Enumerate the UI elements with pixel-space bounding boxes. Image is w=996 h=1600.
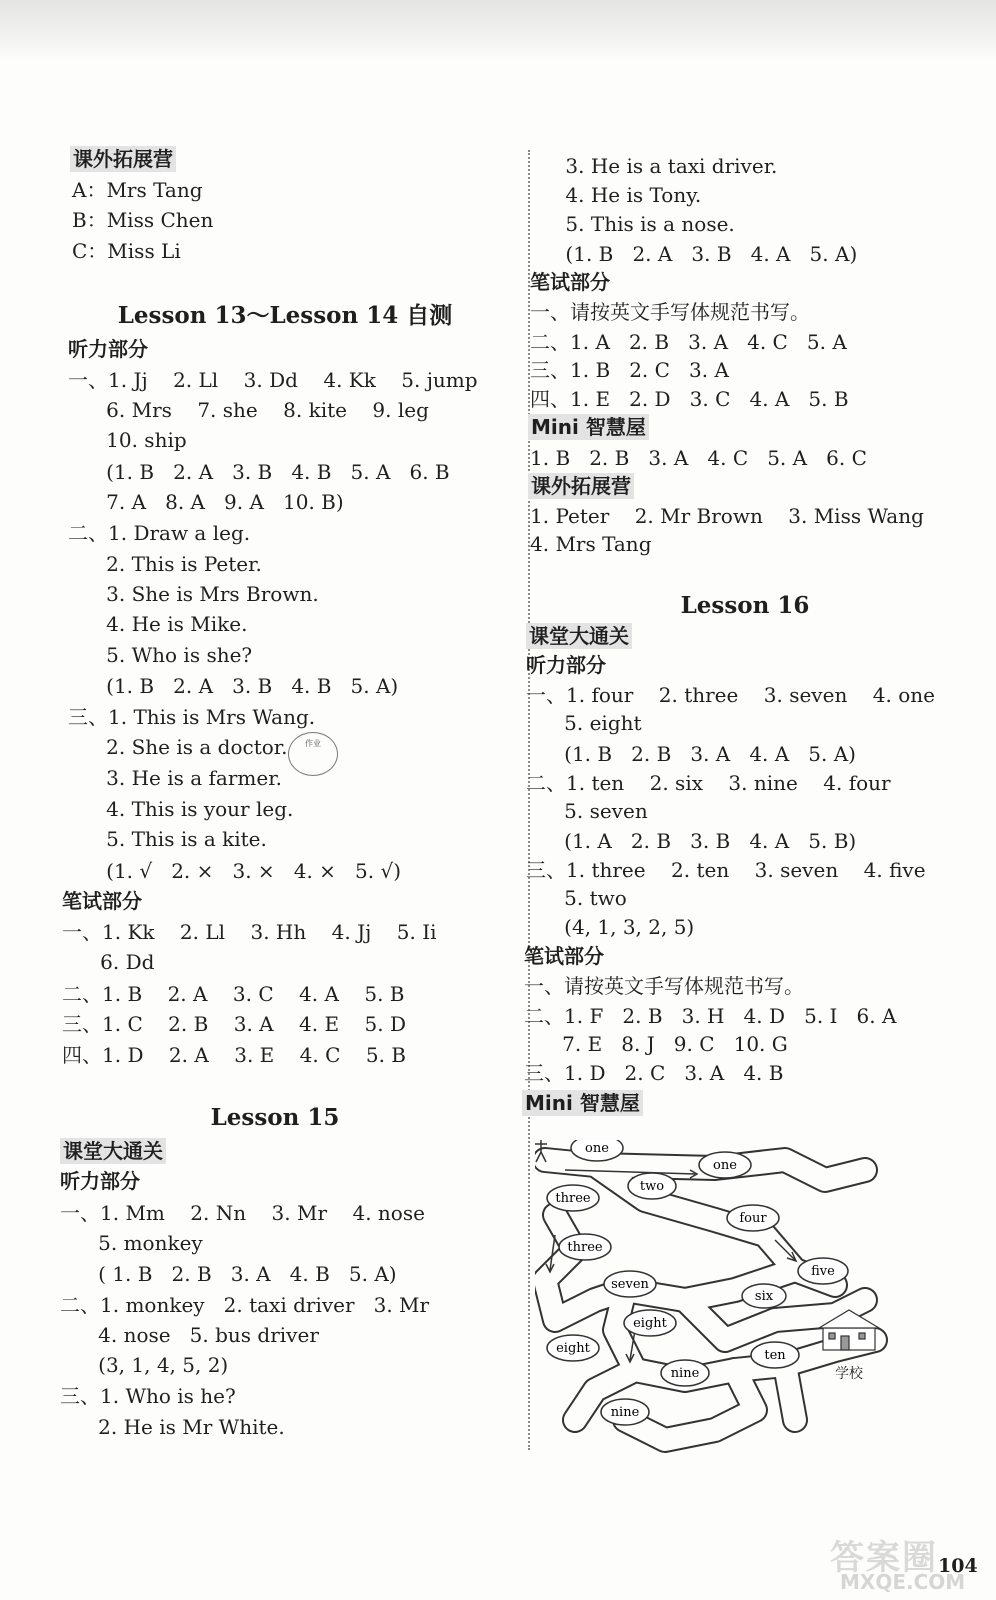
answer-line: 三、1. C 2. B 3. A 4. E 5. D <box>62 1012 406 1036</box>
answer-line: 1. Peter 2. Mr Brown 3. Miss Wang <box>530 504 924 528</box>
maze-oval <box>798 1258 848 1284</box>
maze-oval <box>604 1271 656 1297</box>
svg-text:seven: seven <box>611 1277 649 1292</box>
answer-line: 7. E 8. J 9. C 10. G <box>524 1032 788 1056</box>
svg-text:eight: eight <box>556 1341 590 1356</box>
answer-line: 7. A 8. A 9. A 10. B) <box>68 490 344 514</box>
answer-line: 2. He is Mr White. <box>60 1415 285 1439</box>
answer-line: 5. monkey <box>60 1231 203 1255</box>
mini-header: Mini 智慧屋 <box>528 414 649 440</box>
maze-oval <box>699 1152 751 1178</box>
answer-line: 4. He is Tony. <box>540 183 702 207</box>
answer-line: 三、1. three 2. ten 3. seven 4. five <box>526 858 926 882</box>
answer-line: 四、1. E 2. D 3. C 4. A 5. B <box>530 387 849 411</box>
answer-line: 4. Mrs Tang <box>530 532 652 556</box>
svg-text:ten: ten <box>764 1348 786 1363</box>
answer-line: (1. B 2. A 3. B 4. B 5. A) <box>68 674 399 698</box>
scan-top-band <box>0 0 996 60</box>
extra-line: B：Miss Chen <box>72 208 214 232</box>
lesson-13-14-title: Lesson 13～Lesson 14 自测 <box>117 302 453 329</box>
answer-line: 三、1. Who is he? <box>60 1384 236 1408</box>
answer-line: ( 1. B 2. B 3. A 4. B 5. A) <box>60 1262 397 1286</box>
answer-line: 一、1. four 2. three 3. seven 4. one <box>526 683 935 707</box>
answer-line: 一、1. Jj 2. Ll 3. Dd 4. Kk 5. jump <box>68 368 478 392</box>
answer-line: (1. B 2. A 3. B 4. A 5. A) <box>540 242 858 266</box>
lesson-16-title: Lesson 16 <box>680 592 810 619</box>
extra-header-right: 课外拓展营 <box>528 473 634 499</box>
answer-line: 一、请按英文手写体规范书写。 <box>524 974 804 998</box>
classroom-header: 课堂大通关 <box>60 1138 166 1164</box>
listening-heading: 听力部分 <box>68 337 148 361</box>
answer-line: 二、1. A 2. B 3. A 4. C 5. A <box>530 330 847 354</box>
answer-line: (4, 1, 3, 2, 5) <box>526 915 695 939</box>
number-maze-illustration <box>535 1140 915 1460</box>
svg-text:three: three <box>567 1240 603 1255</box>
answer-line: 二、1. ten 2. six 3. nine 4. four <box>526 771 891 795</box>
answer-line: 二、1. F 2. B 3. H 4. D 5. I 6. A <box>524 1004 897 1028</box>
answer-line: 2. She is a doctor. <box>68 735 288 759</box>
answer-line: 一、1. Kk 2. Ll 3. Hh 4. Jj 5. Ii <box>62 920 437 944</box>
answer-line: 5. This is a kite. <box>68 827 267 851</box>
answer-line: 3. He is a taxi driver. <box>540 154 778 178</box>
maze-oval <box>571 1140 623 1161</box>
answer-line: (3, 1, 4, 5, 2) <box>60 1353 229 1377</box>
maze-oval <box>628 1173 676 1199</box>
page-number: 104 <box>938 1555 978 1577</box>
svg-text:eight: eight <box>633 1316 667 1331</box>
watermark-logo: 答案圈 <box>830 1538 938 1578</box>
answer-line: 4. He is Mike. <box>68 612 248 636</box>
maze-oval <box>742 1284 786 1308</box>
answer-line: (1. √ 2. × 3. × 4. × 5. √) <box>68 859 401 883</box>
answer-line: (1. B 2. A 3. B 4. B 5. A 6. B <box>68 460 450 484</box>
answer-line: 二、1. monkey 2. taxi driver 3. Mr <box>60 1293 430 1317</box>
maze-oval <box>559 1234 611 1260</box>
answer-line: 5. seven <box>526 799 648 823</box>
svg-text:nine: nine <box>670 1366 700 1381</box>
written-heading: 笔试部分 <box>524 944 604 968</box>
maze-oval <box>547 1335 599 1361</box>
answer-line: 4. nose 5. bus driver <box>60 1323 319 1347</box>
answer-line: 6. Dd <box>62 950 155 974</box>
answer-line: 5. This is a nose. <box>540 212 735 236</box>
answer-line: 二、1. B 2. A 3. C 4. A 5. B <box>62 982 405 1006</box>
answer-line: 二、1. Draw a leg. <box>68 521 251 545</box>
maze-oval <box>547 1185 599 1211</box>
answer-line: 三、1. B 2. C 3. A <box>530 358 729 382</box>
extra-line: C：Miss Li <box>72 239 181 263</box>
answer-line: 5. Who is she? <box>68 643 253 667</box>
svg-text:six: six <box>754 1289 774 1304</box>
homework-stamp: 作业 <box>288 732 338 776</box>
answer-line: 5. two <box>526 886 627 910</box>
mini-header: Mini 智慧屋 <box>522 1090 643 1116</box>
extra-header-left: 课外拓展营 <box>70 146 176 172</box>
answer-line: (1. A 2. B 3. B 4. A 5. B) <box>526 829 857 853</box>
answer-line: 一、1. Mm 2. Nn 3. Mr 4. nose <box>60 1201 425 1225</box>
answer-line: 5. eight <box>526 711 642 735</box>
maze-oval <box>751 1342 799 1368</box>
lesson-15-title: Lesson 15 <box>210 1104 340 1131</box>
answer-line: 2. This is Peter. <box>68 552 262 576</box>
answer-line: 3. He is a farmer. <box>68 766 282 790</box>
written-heading: 笔试部分 <box>530 270 610 294</box>
extra-line: A：Mrs Tang <box>72 178 203 202</box>
maze-oval <box>601 1399 649 1425</box>
svg-text:two: two <box>639 1179 665 1194</box>
school-label: 学校 <box>835 1366 863 1382</box>
answer-line: 6. Mrs 7. she 8. kite 9. leg <box>68 398 429 422</box>
answer-line: 一、请按英文手写体规范书写。 <box>530 300 810 324</box>
answer-line: 3. She is Mrs Brown. <box>68 582 319 606</box>
maze-oval <box>624 1310 676 1336</box>
answer-line: 10. ship <box>68 428 187 452</box>
answer-line: 三、1. This is Mrs Wang. <box>68 705 316 729</box>
classroom-header: 课堂大通关 <box>526 623 632 649</box>
watermark-url: MXQE.COM <box>840 1570 966 1594</box>
svg-text:four: four <box>739 1211 767 1226</box>
svg-text:one: one <box>713 1158 737 1173</box>
answer-line: 四、1. D 2. A 3. E 4. C 5. B <box>62 1043 406 1067</box>
answer-line: 三、1. D 2. C 3. A 4. B <box>524 1061 784 1085</box>
svg-text:one: one <box>585 1141 609 1156</box>
written-heading: 笔试部分 <box>62 889 142 913</box>
maze-oval <box>727 1205 779 1231</box>
answer-line: (1. B 2. B 3. A 4. A 5. A) <box>526 742 856 766</box>
svg-text:three: three <box>555 1191 591 1206</box>
listening-heading: 听力部分 <box>526 653 606 677</box>
svg-text:nine: nine <box>610 1405 640 1420</box>
svg-text:five: five <box>811 1264 835 1279</box>
maze-oval <box>661 1360 709 1386</box>
answer-line: 4. This is your leg. <box>68 797 294 821</box>
listening-heading: 听力部分 <box>60 1169 140 1193</box>
answer-line: 1. B 2. B 3. A 4. C 5. A 6. C <box>530 446 867 470</box>
